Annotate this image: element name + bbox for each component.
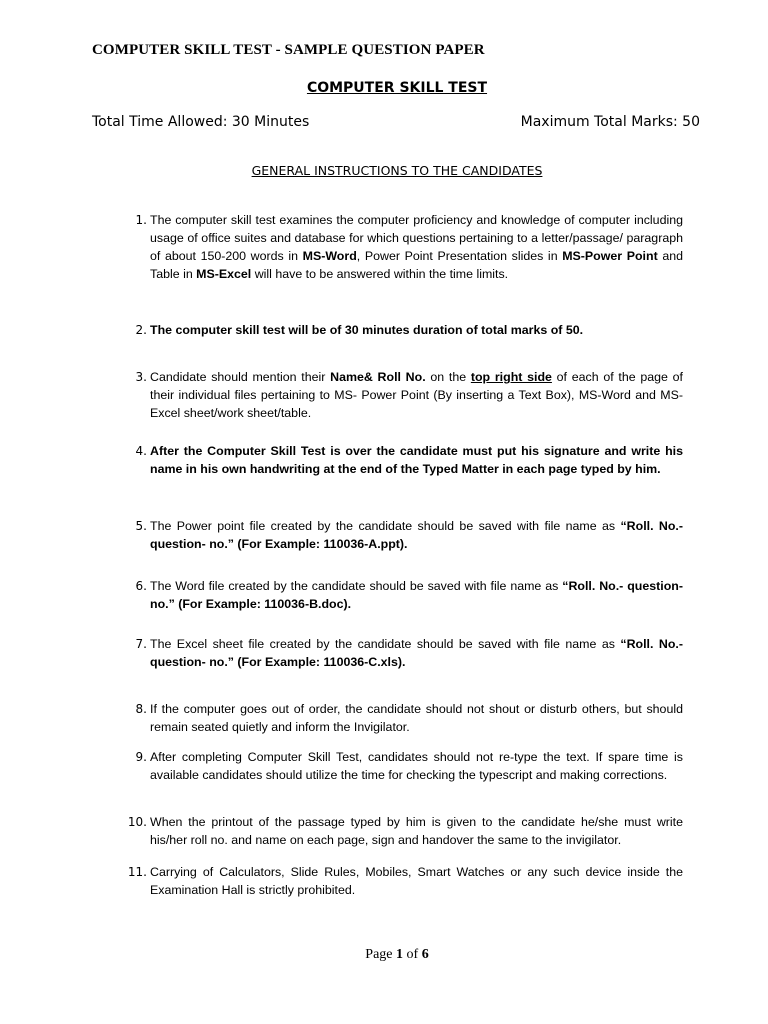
item-number: 8.: [135, 702, 147, 716]
item-text: The Power point file created by the candidate should be saved with file name as “Roll. No.-question- no.” (For Example: 110036-A.ppt).: [150, 519, 683, 551]
item-text: The Excel sheet file created by the candidate should be saved with file name as “Roll. No.- question- no.” (For Example: 110036-C.xls).: [150, 637, 683, 669]
item-text: Carrying of Calculators, Slide Rules, Mobiles, Smart Watches or any such device inside the Examination Hall is strictly prohibited.: [150, 865, 683, 897]
item-number: 3.: [135, 370, 147, 384]
item-number: 11.: [127, 865, 147, 879]
page-title: COMPUTER SKILL TEST: [306, 80, 488, 96]
item-number: 2.: [135, 323, 147, 337]
item-text: The Word file created by the candidate should be saved with file name as “Roll. No.- question- no.” (For Example: 110036-B.doc).: [150, 579, 683, 611]
instruction-item-8: [135, 700, 683, 736]
item-number: 10.: [127, 815, 147, 829]
item-text: The computer skill test will be of 30 minutes duration of total marks of 50.: [150, 323, 584, 337]
instruction-item-9: [135, 748, 683, 784]
instruction-item-3: [135, 368, 683, 422]
item-text: After the Computer Skill Test is over the candidate must put his signature and write his name in his own handwriting at the end of the Typed Matter in each page typed by him.: [150, 444, 683, 476]
max-marks: Maximum Total Marks: 50: [520, 114, 700, 130]
document-header: COMPUTER SKILL TEST - SAMPLE QUESTION PAPER: [92, 42, 485, 58]
of-word: of: [406, 947, 419, 962]
item-number: 5.: [135, 519, 147, 533]
instruction-item-1: [135, 211, 683, 283]
page-number: 1: [396, 947, 404, 962]
page-word: Page: [365, 947, 393, 962]
page-footer: [0, 947, 768, 963]
item-text: Candidate should mention their Name& Roll No. on the top right side of each of the page of their individual files pertaining to MS- Power Point (By inserting a Text Box), MS-Word and MS- Excel sheet/work sheet/table.: [150, 370, 683, 420]
item-text: If the computer goes out of order, the candidate should not shout or disturb others, but should remain seated quietly and inform the Invigilator.: [150, 702, 683, 734]
item-number: 9.: [135, 750, 147, 764]
instruction-item-11: [127, 863, 683, 899]
item-number: 6.: [135, 579, 147, 593]
item-text: When the printout of the passage typed by him is given to the candidate he/she must write his/her roll no. and name on each page, sign and handover the same to the invigilator.: [150, 815, 683, 847]
item-number: 4.: [135, 444, 147, 458]
instruction-item-5: [135, 517, 683, 553]
item-number: 7.: [135, 637, 147, 651]
instruction-item-7: [135, 635, 683, 671]
instructions-heading: GENERAL INSTRUCTIONS TO THE CANDIDATES: [251, 163, 543, 178]
instruction-item-6: [135, 577, 683, 613]
item-text: After completing Computer Skill Test, candidates should not re-type the text. If spare time is available candidates should utilize the time for checking the typescript and making corrections.: [150, 750, 683, 782]
total-pages: 6: [421, 947, 429, 962]
instruction-item-10: [127, 813, 683, 849]
time-allowed: Total Time Allowed: 30 Minutes: [92, 114, 310, 130]
item-number: 1.: [135, 213, 147, 227]
item-text: The computer skill test examines the computer proficiency and knowledge of computer including usage of office suites and database for which questions pertaining to a letter/passage/ paragraph of about 150-200 words in MS-Word, Power Point Presentation slides in MS-Power Point and Table in MS-Excel will have to be answered within the time limits.: [150, 213, 683, 281]
instruction-item-2: [135, 321, 683, 339]
instruction-item-4: [135, 442, 683, 478]
